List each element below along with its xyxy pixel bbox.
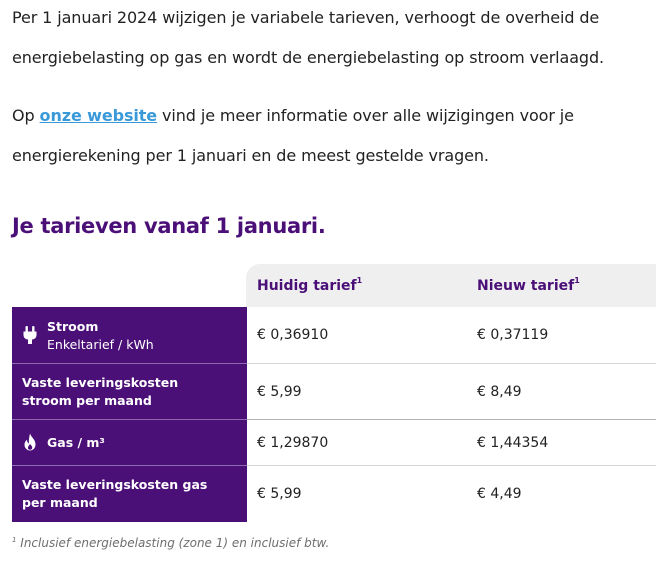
row-label-electricity-fixed [12, 364, 247, 420]
cell-electricity-fixed-new: € 8,49 [477, 384, 522, 400]
intro-paragraph-2-after: vind je meer informatie over alle wijzigingen voor je energierekening per 1 januari en de meest gestelde vragen. [12, 106, 574, 165]
footnote-text: Inclusief energiebelasting (zone 1) en inclusief btw. [16, 536, 330, 550]
table-row-electricity-fixed [12, 364, 656, 420]
plug-icon [22, 326, 38, 344]
row-label-electricity-fixed-text: Vaste leveringskosten stroom per maand [22, 375, 179, 408]
row-label-gas-fixed-text: Vaste leveringskosten gas per maand [22, 477, 208, 510]
website-link[interactable]: onze website [39, 106, 158, 125]
row-label-gas [12, 420, 247, 466]
table-row-gas-fixed [12, 466, 656, 522]
row-label-electricity-title: Stroom [47, 319, 99, 334]
table-row-gas [12, 420, 656, 466]
cell-electricity-new: € 0,37119 [477, 327, 549, 343]
cell-gas-new: € 1,44354 [477, 435, 549, 451]
cell-electricity-fixed-current: € 5,99 [257, 384, 302, 400]
footnote [12, 536, 329, 550]
flame-icon [22, 433, 38, 451]
intro-paragraph-1: Per 1 januari 2024 wijzigen je variabele tarieven, verhoogt de overheid de energiebelasting op gas en wordt de energiebelasting op stroom verlaagd. [12, 8, 605, 67]
row-label-gas-fixed [12, 466, 247, 522]
cell-gas-current: € 1,29870 [257, 435, 329, 451]
rates-heading: Je tarieven vanaf 1 januari. [12, 214, 326, 238]
cell-electricity-current: € 0,36910 [257, 327, 329, 343]
column-header-current: Huidig tarief$^1$ [257, 276, 363, 294]
cell-gas-fixed-current: € 5,99 [257, 486, 302, 502]
footnote-marker: 1 [12, 536, 17, 544]
intro-paragraph-2-before: Op [12, 106, 40, 125]
row-label-gas-text: Gas / m³ [47, 435, 105, 450]
row-label-electricity [12, 307, 247, 364]
intro-paragraph-2 [12, 96, 642, 176]
column-header-new: Nieuw tarief$^1$ [477, 276, 580, 294]
row-label-electricity-subtitle: Enkeltarief / kWh [47, 337, 154, 352]
cell-gas-fixed-new: € 4,49 [477, 486, 522, 502]
table-row-electricity [12, 307, 656, 364]
